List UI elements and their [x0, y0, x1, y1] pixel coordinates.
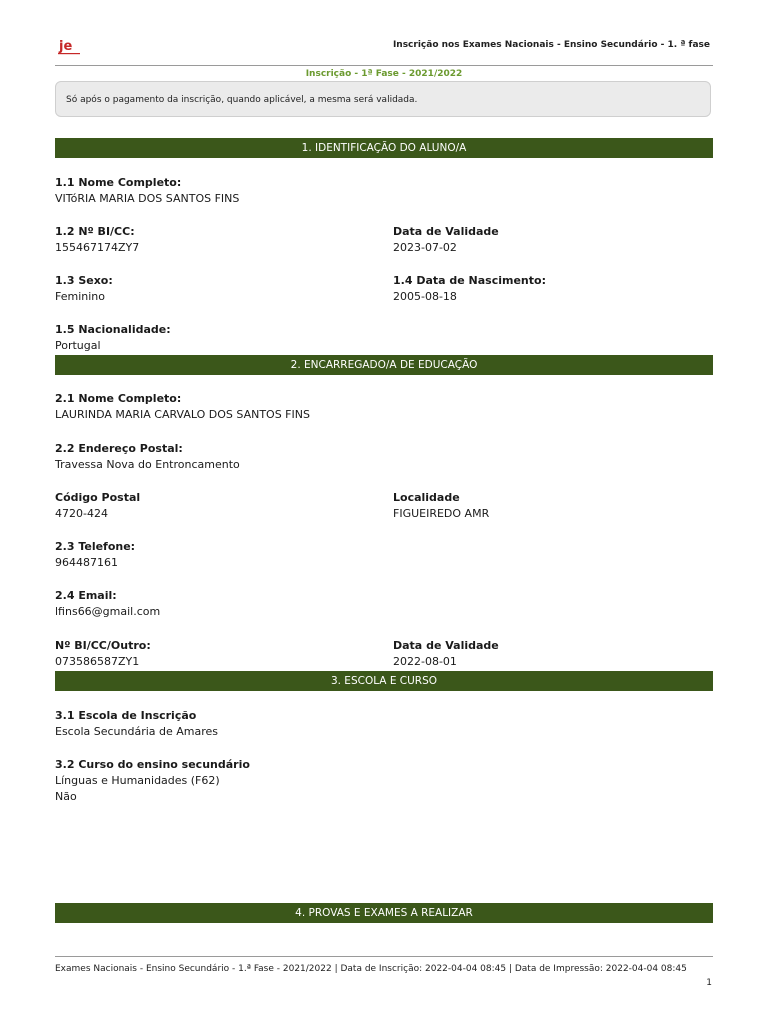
guardian-name-field	[55, 391, 310, 423]
guardian-locality-field	[393, 490, 489, 522]
field-label: 2.4 Email:	[55, 589, 117, 602]
student-name-field	[55, 175, 239, 207]
field-value: Portugal	[55, 339, 101, 352]
field-value-extra: Não	[55, 790, 77, 803]
field-label: 3.2 Curso do ensino secundário	[55, 758, 250, 771]
field-label: 1.5 Nacionalidade:	[55, 323, 171, 336]
field-value: Línguas e Humanidades (F62)	[55, 774, 220, 787]
field-value: LAURINDA MARIA CARVALO DOS SANTOS FINS	[55, 408, 310, 421]
field-value: 4720-424	[55, 507, 108, 520]
student-id-validity-field	[393, 224, 499, 256]
course-field	[55, 757, 250, 805]
student-nationality-field	[55, 322, 171, 354]
field-label: 2.1 Nome Completo:	[55, 392, 182, 405]
section-1-header: 1. IDENTIFICAÇÃO DO ALUNO/A	[55, 138, 713, 158]
field-value: FIGUEIREDO AMR	[393, 507, 490, 520]
field-label: Código Postal	[55, 491, 141, 504]
field-label: Data de Validade	[393, 225, 499, 238]
guardian-address-field	[55, 441, 240, 473]
student-sex-field	[55, 273, 113, 305]
field-label: 3.1 Escola de Inscrição	[55, 709, 197, 722]
guardian-phone-field	[55, 539, 135, 571]
field-label: 1.1 Nome Completo:	[55, 176, 182, 189]
header-divider	[55, 65, 713, 66]
field-value: 2022-08-01	[393, 655, 457, 668]
field-value: lfins66@gmail.com	[55, 605, 161, 618]
field-label: 1.3 Sexo:	[55, 274, 113, 287]
field-label: 1.2 Nº BI/CC:	[55, 225, 135, 238]
school-field	[55, 708, 218, 740]
footer-info: Exames Nacionais - Ensino Secundário - 1.ª Fase - 2021/2022 | Data de Inscrição: 2022-04-04 08:45 | Data de Impressão: 2022-04-04 08:45	[55, 964, 687, 974]
field-label: 2.3 Telefone:	[55, 540, 136, 553]
document-subtitle: Inscrição - 1ª Fase - 2021/2022	[305, 69, 463, 79]
document-header-title: Inscrição nos Exames Nacionais - Ensino Secundário - 1. ª fase	[392, 40, 710, 50]
field-label: Nº BI/CC/Outro:	[55, 639, 151, 652]
field-label: Data de Validade	[393, 639, 499, 652]
guardian-id-validity-field	[393, 638, 499, 670]
field-value: 964487161	[55, 556, 118, 569]
field-label: Localidade	[393, 491, 460, 504]
field-value: Escola Secundária de Amares	[55, 725, 219, 738]
field-label: 1.4 Data de Nascimento:	[393, 274, 546, 287]
field-value: VITóRIA MARIA DOS SANTOS FINS	[55, 192, 240, 205]
field-value: 2023-07-02	[393, 241, 457, 254]
field-value: Feminino	[55, 290, 105, 303]
field-value: 073586587ZY1	[55, 655, 140, 668]
student-birthdate-field	[393, 273, 546, 305]
footer-divider	[55, 956, 713, 957]
student-id-field	[55, 224, 139, 256]
logo-text: je	[59, 39, 73, 54]
field-value: 155467174ZY7	[55, 241, 140, 254]
guardian-email-field	[55, 588, 160, 620]
field-value: 2005-08-18	[393, 290, 457, 303]
page-number: 1	[706, 978, 712, 988]
section-2-header: 2. ENCARREGADO/A DE EDUCAÇÃO	[55, 355, 713, 375]
field-label: 2.2 Endereço Postal:	[55, 442, 183, 455]
jne-logo	[58, 36, 80, 56]
section-3-header: 3. ESCOLA E CURSO	[55, 671, 713, 691]
guardian-id-field	[55, 638, 151, 670]
payment-notice: Só após o pagamento da inscrição, quando aplicável, a mesma será validada.	[55, 81, 711, 117]
guardian-postal-code-field	[55, 490, 140, 522]
field-value: Travessa Nova do Entroncamento	[55, 458, 240, 471]
section-4-header: 4. PROVAS E EXAMES A REALIZAR	[55, 903, 713, 923]
